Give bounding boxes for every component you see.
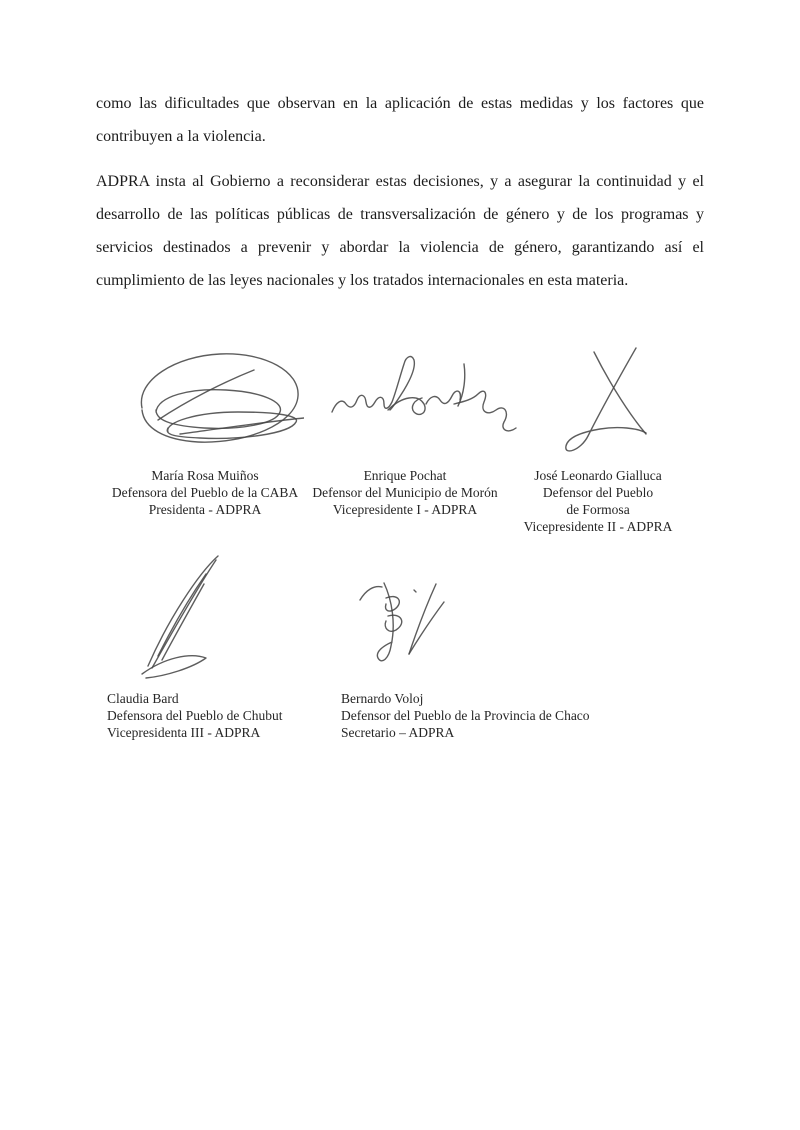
signatory-title-line: Defensor del Municipio de Morón bbox=[312, 485, 498, 500]
signatory-block-muinos bbox=[85, 467, 325, 518]
signatory-name: Enrique Pochat bbox=[363, 468, 447, 483]
document-body bbox=[96, 87, 704, 309]
signatory-block-voloj bbox=[341, 690, 641, 741]
signatory-title-line: Secretario – ADPRA bbox=[341, 725, 455, 740]
signature-image-bard bbox=[134, 548, 234, 680]
signatory-title-line: Defensor del Pueblo de la Provincia de Chaco bbox=[341, 708, 590, 723]
signatory-block-pochat bbox=[300, 467, 510, 518]
signatory-name: María Rosa Muiños bbox=[151, 468, 259, 483]
signature-image-voloj bbox=[354, 578, 454, 670]
signatory-title-line: Vicepresidente I - ADPRA bbox=[332, 502, 478, 517]
signature-image-muinos bbox=[128, 348, 304, 448]
signature-image-pochat bbox=[326, 352, 522, 440]
signatory-title-line: Vicepresidenta III - ADPRA bbox=[107, 725, 261, 740]
paragraph-2: ADPRA insta al Gobierno a reconsiderar estas decisiones, y a asegurar la continuidad y el desarrollo de las políticas públicas de transversalización de género y de los programas y servicios destinados a prevenir y abordar la violencia de género, garantizando así el cumplimiento de las leyes nacionales y los tratados internacionales en esta materia. bbox=[96, 173, 704, 289]
signatory-name: Bernardo Voloj bbox=[341, 691, 424, 706]
signatory-title-line: Presidenta - ADPRA bbox=[148, 502, 262, 517]
signatory-name: José Leonardo Gialluca bbox=[534, 468, 662, 483]
signatory-title-line: Defensora del Pueblo de Chubut bbox=[107, 708, 283, 723]
signatory-title-line: Defensora del Pueblo de la CABA bbox=[111, 485, 299, 500]
signatory-title-line: de Formosa bbox=[566, 502, 630, 517]
signatory-title-line: Vicepresidente II - ADPRA bbox=[523, 519, 673, 534]
signatory-block-gialluca bbox=[508, 467, 688, 535]
paragraph-1: como las dificultades que observan en la aplicación de estas medidas y los factores que contribuyen a la violencia. bbox=[96, 95, 704, 145]
signature-image-gialluca bbox=[548, 342, 654, 458]
signatory-name: Claudia Bard bbox=[107, 691, 179, 706]
signatory-block-bard bbox=[107, 690, 347, 741]
signatory-title-line: Defensor del Pueblo bbox=[542, 485, 654, 500]
